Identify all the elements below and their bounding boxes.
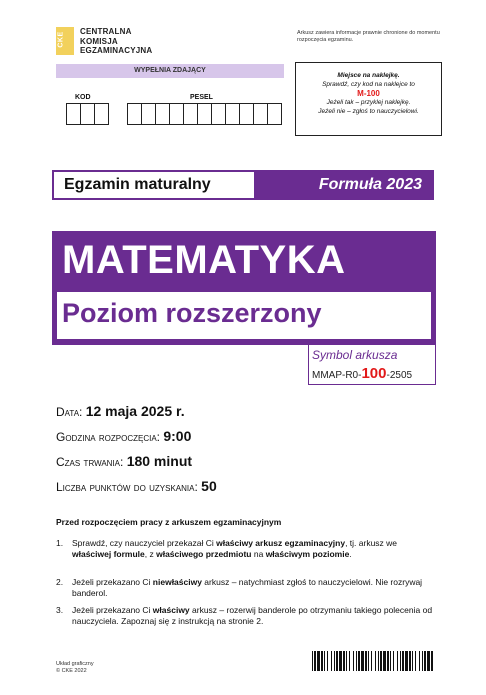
pesel-cell[interactable] bbox=[253, 103, 268, 125]
duration-row bbox=[56, 453, 192, 469]
pesel-label: PESEL bbox=[190, 94, 213, 101]
kod-cell[interactable] bbox=[80, 103, 95, 125]
instruction-text: Jeżeli przekazano Ci niewłaściwy arkusz – natychmiast zgłoś to nauczycielowi. Nie rozrywaj banderol. bbox=[72, 577, 423, 598]
symbol-prefix: MMAP-R0- bbox=[312, 370, 362, 381]
exam-formula: Formuła 2023 bbox=[254, 172, 432, 198]
fill-by-candidate-bar: WYPEŁNIA ZDAJĄCY bbox=[56, 64, 284, 78]
kod-cell[interactable] bbox=[94, 103, 109, 125]
duration-label: Czas trwania: bbox=[56, 455, 124, 469]
pesel-cell[interactable] bbox=[155, 103, 170, 125]
pesel-cell[interactable] bbox=[127, 103, 142, 125]
logo-line-2: KOMISJA bbox=[80, 36, 118, 46]
barcode-icon bbox=[312, 651, 434, 671]
sticker-code: M-100 bbox=[357, 89, 380, 98]
sticker-no-text: Jeżeli nie – zgłoś to nauczycielowi. bbox=[318, 108, 419, 115]
sticker-yes-text: Jeżeli tak – przyklej naklejkę. bbox=[326, 99, 411, 106]
points-row bbox=[56, 478, 217, 494]
start-row bbox=[56, 428, 191, 444]
pesel-boxes[interactable] bbox=[127, 103, 281, 125]
points-label: Liczba punktów do uzyskania: bbox=[56, 480, 198, 494]
symbol-label: Symbol arkusza bbox=[312, 348, 398, 362]
pesel-cell[interactable] bbox=[169, 103, 184, 125]
cke-logo-badge bbox=[56, 27, 74, 55]
pesel-cell[interactable] bbox=[183, 103, 198, 125]
start-label: Godzina rozpoczęcia: bbox=[56, 430, 161, 444]
logo-line-1: CENTRALNA bbox=[80, 27, 132, 36]
kod-boxes[interactable] bbox=[66, 103, 108, 125]
instruction-item bbox=[56, 605, 436, 627]
instruction-item bbox=[56, 577, 436, 599]
instruction-text: Sprawdź, czy nauczyciel przekazał Ci właściwy arkusz egzaminacyjny, tj. arkusz we właściwej formule, z właściwego przedmiotu na właściwym poziomie. bbox=[72, 538, 398, 559]
date-label: Data: bbox=[56, 405, 83, 419]
instructions-title: Przed rozpoczęciem pracy z arkuszem egzaminacyjnym bbox=[56, 517, 282, 527]
sticker-title: Miejsce na naklejkę. bbox=[337, 72, 400, 79]
sticker-check-text: Sprawdź, czy kod na naklejce to bbox=[322, 81, 415, 88]
kod-cell[interactable] bbox=[66, 103, 81, 125]
footer-line-1: Układ graficzny bbox=[56, 661, 94, 667]
points-value: 50 bbox=[201, 478, 217, 494]
pesel-cell[interactable] bbox=[197, 103, 212, 125]
symbol-number: 100 bbox=[361, 365, 387, 382]
pesel-cell[interactable] bbox=[225, 103, 240, 125]
logo-line-3: EGZAMINACYJNA bbox=[80, 46, 153, 55]
pesel-cell[interactable] bbox=[211, 103, 226, 125]
symbol-code bbox=[312, 365, 412, 382]
logo-text bbox=[80, 27, 152, 56]
pesel-cell[interactable] bbox=[267, 103, 282, 125]
instruction-number: 1. bbox=[56, 538, 64, 548]
duration-value: 180 minut bbox=[126, 453, 193, 469]
date-row bbox=[56, 403, 185, 419]
date-value: 12 maja 2025 r. bbox=[85, 403, 185, 419]
instruction-item bbox=[56, 538, 436, 560]
kod-label: KOD bbox=[75, 94, 91, 101]
logo-badge-text: CKE bbox=[57, 31, 65, 48]
level-title: Poziom rozszerzony bbox=[62, 298, 322, 328]
pesel-cell[interactable] bbox=[239, 103, 254, 125]
footer-credit bbox=[56, 661, 94, 675]
start-value: 9:00 bbox=[163, 428, 192, 444]
instruction-number: 2. bbox=[56, 577, 64, 587]
footer-line-2: © CKE 2022 bbox=[56, 668, 87, 674]
subject-title: MATEMATYKA bbox=[62, 238, 346, 282]
sticker-area bbox=[295, 62, 442, 136]
exam-name: Egzamin maturalny bbox=[54, 172, 254, 198]
symbol-suffix: -2505 bbox=[386, 370, 413, 381]
instruction-text: Jeżeli przekazano Ci właściwy arkusz – rozerwij banderole po otrzymaniu takiego polecenia od nauczyciela. Zapoznaj się z instrukcją na stronie 2. bbox=[72, 605, 433, 626]
pesel-cell[interactable] bbox=[141, 103, 156, 125]
legal-notice: Arkusz zawiera informacje prawnie chronione do momentu rozpoczęcia egzaminu. bbox=[297, 30, 440, 43]
instruction-number: 3. bbox=[56, 605, 64, 615]
